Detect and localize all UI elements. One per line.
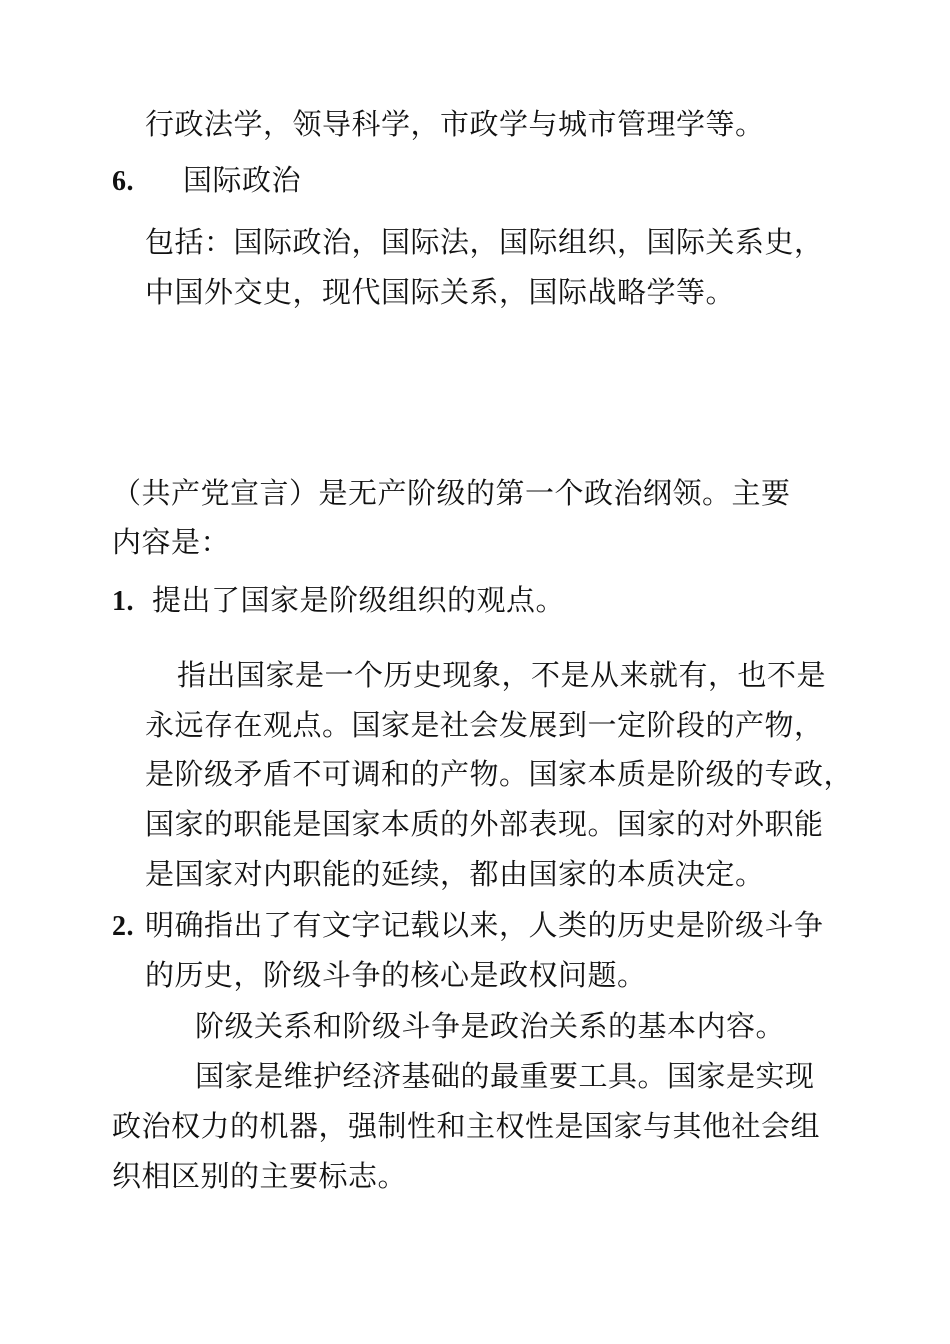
paragraph-line: （共产党宣言）是无产阶级的第一个政治纲领。主要 [112, 476, 791, 510]
paragraph-line: 政治权力的机器，强制性和主权性是国家与其他社会组 [112, 1109, 821, 1143]
heading-number: 6. [112, 166, 134, 197]
list-item-title: 明确指出了有文字记载以来，人类的历史是阶级斗争 [145, 908, 824, 942]
point-number: 1. [112, 586, 134, 617]
paragraph-line: 织相区别的主要标志。 [112, 1159, 408, 1193]
paragraph-line: 行政法学，领导科学，市政学与城市管理学等。 [145, 107, 765, 141]
paragraph-line: 中国外交史，现代国际关系，国际战略学等。 [145, 275, 736, 309]
point-number: 2. [112, 911, 134, 942]
paragraph-line: 永远存在观点。国家是社会发展到一定阶段的产物， [145, 708, 824, 742]
paragraph-line: 是国家对内职能的延续，都由国家的本质决定。 [145, 857, 765, 891]
paragraph-line: 内容是： [112, 525, 231, 559]
paragraph-line: 是阶级矛盾不可调和的产物。国家本质是阶级的专政， [145, 757, 854, 791]
paragraph-line: 指出国家是一个历史现象，不是从来就有，也不是 [177, 658, 827, 692]
section-heading-title: 国际政治 [183, 163, 302, 197]
paragraph-line: 国家是维护经济基础的最重要工具。国家是实现 [195, 1059, 815, 1093]
paragraph-line: 阶级关系和阶级斗争是政治关系的基本内容。 [195, 1009, 786, 1043]
list-item-number [112, 580, 134, 622]
paragraph-line: 包括：国际政治，国际法，国际组织，国际关系史， [145, 225, 824, 259]
list-item-number [112, 905, 134, 947]
paragraph-line: 国家的职能是国家本质的外部表现。国家的对外职能 [145, 807, 824, 841]
list-item-title: 的历史，阶级斗争的核心是政权问题。 [145, 958, 647, 992]
section-heading [112, 160, 134, 202]
list-item-title: 提出了国家是阶级组织的观点。 [152, 583, 566, 617]
